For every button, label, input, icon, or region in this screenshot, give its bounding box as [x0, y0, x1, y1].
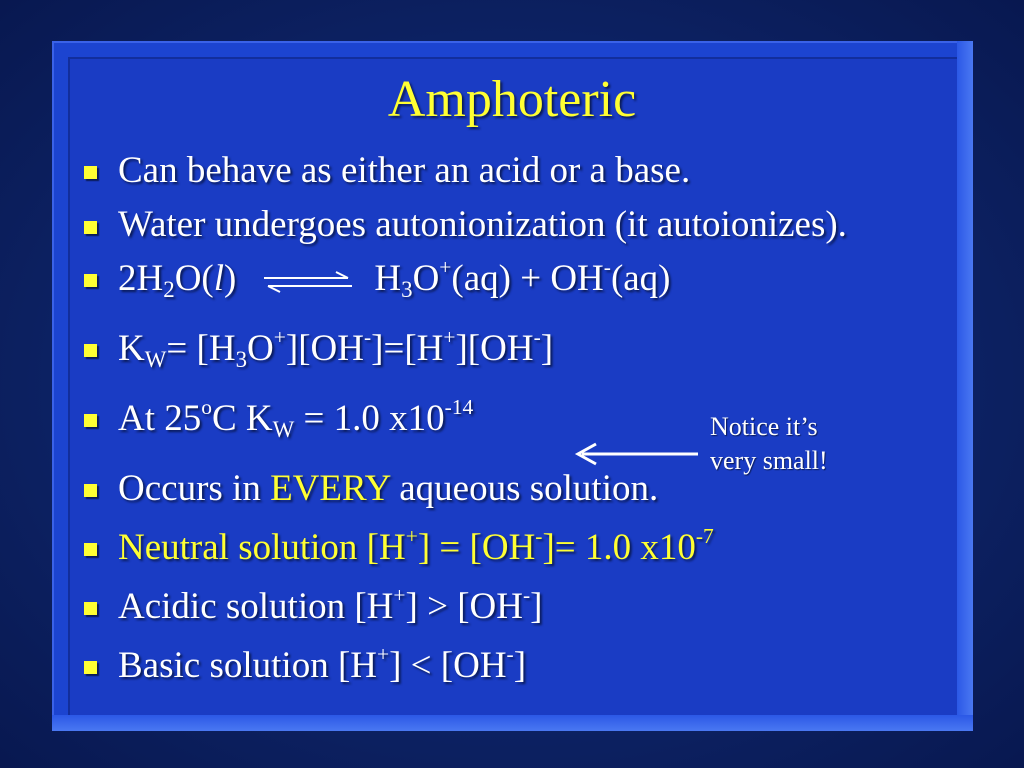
eq-text: O — [412, 258, 440, 299]
kw-text: = [H — [166, 327, 236, 369]
kw-value-text: = 1.0 x10 — [294, 397, 445, 439]
kw-text: ][OH — [285, 327, 364, 369]
square-bullet-icon — [84, 166, 97, 179]
eq-italic: l — [213, 258, 225, 299]
kw-text: ][OH — [455, 327, 534, 369]
kw-text: K — [118, 327, 145, 369]
kw-sup: + — [443, 324, 456, 349]
kw-sup: + — [273, 324, 286, 349]
acidic-sup: + — [393, 582, 406, 607]
left-arrow-icon — [572, 441, 700, 467]
neutral-sup: - — [535, 523, 543, 548]
frame-bevel-bottom — [52, 715, 973, 731]
kw-value-text: C K — [211, 397, 273, 439]
neutral-text: Neutral solution [H — [118, 526, 406, 568]
kw-value-sup: o — [201, 394, 212, 419]
side-note — [710, 410, 890, 478]
bullet-item-equilibrium-equation — [80, 254, 960, 315]
square-bullet-icon — [84, 414, 97, 427]
bullet-item-kw-expression — [80, 324, 960, 385]
acidic-sup: - — [522, 582, 531, 607]
eq-text: O( — [174, 258, 214, 299]
bullet-text: aqueous solution. — [390, 467, 659, 509]
square-bullet-icon — [84, 221, 97, 234]
kw-sub: 3 — [235, 346, 248, 372]
note-line-2: very small! — [710, 446, 828, 475]
bullet-item-basic-solution — [80, 641, 960, 691]
square-bullet-icon — [84, 602, 97, 615]
kw-text: ] — [540, 327, 554, 369]
bullet-text: Water undergoes autonionization (it autoionizes). — [118, 204, 847, 245]
eq-sub: 2 — [163, 276, 175, 302]
eq-sub: 3 — [401, 276, 413, 302]
note-line-1: Notice it’s — [710, 412, 818, 441]
kw-text: O — [247, 327, 274, 369]
eq-text: H — [374, 258, 402, 299]
equilibrium-arrow-icon — [262, 271, 354, 293]
basic-sup: - — [506, 641, 514, 666]
square-bullet-icon — [84, 543, 97, 556]
eq-sup: - — [603, 254, 611, 279]
eq-sup: + — [439, 254, 452, 279]
acidic-text: ] — [530, 585, 543, 627]
acidic-text: ] > [OH — [405, 585, 523, 627]
bullet-text: Can behave as either an acid or a base. — [118, 150, 691, 191]
bullet-item-neutral-solution — [80, 523, 960, 573]
eq-text: 2H — [118, 258, 164, 299]
bullet-text: Occurs in — [118, 467, 271, 509]
square-bullet-icon — [84, 484, 97, 497]
kw-sub: W — [144, 346, 167, 372]
basic-text: ] < [OH — [389, 644, 507, 686]
acidic-text: Acidic solution [H — [118, 585, 394, 627]
highlight-every: EVERY — [270, 467, 390, 509]
kw-value-sup: -14 — [444, 394, 474, 419]
neutral-sup: -7 — [695, 523, 714, 548]
eq-text: ) — [224, 258, 237, 299]
bullet-item-autoionization — [80, 205, 960, 245]
slide-title: Amphoteric — [387, 71, 637, 128]
kw-sup: - — [363, 324, 372, 349]
kw-text: ]=[H — [371, 327, 444, 369]
neutral-text: ] = [OH — [417, 526, 536, 568]
kw-sup: - — [533, 324, 541, 349]
bullet-item-acidic-solution — [80, 582, 960, 632]
neutral-text: ]= 1.0 x10 — [542, 526, 696, 568]
kw-value-sub: W — [272, 416, 295, 442]
eq-text: (aq) + OH — [451, 258, 604, 299]
basic-sup: + — [376, 641, 390, 666]
square-bullet-icon — [84, 344, 97, 357]
eq-text: (aq) — [610, 258, 671, 299]
bullet-item-amphoteric-definition — [80, 146, 960, 196]
square-bullet-icon — [84, 661, 97, 674]
square-bullet-icon — [84, 274, 97, 287]
neutral-sup: + — [405, 523, 418, 548]
basic-text: Basic solution [H — [118, 644, 377, 686]
kw-value-text: At 25 — [118, 397, 202, 439]
basic-text: ] — [513, 644, 527, 686]
